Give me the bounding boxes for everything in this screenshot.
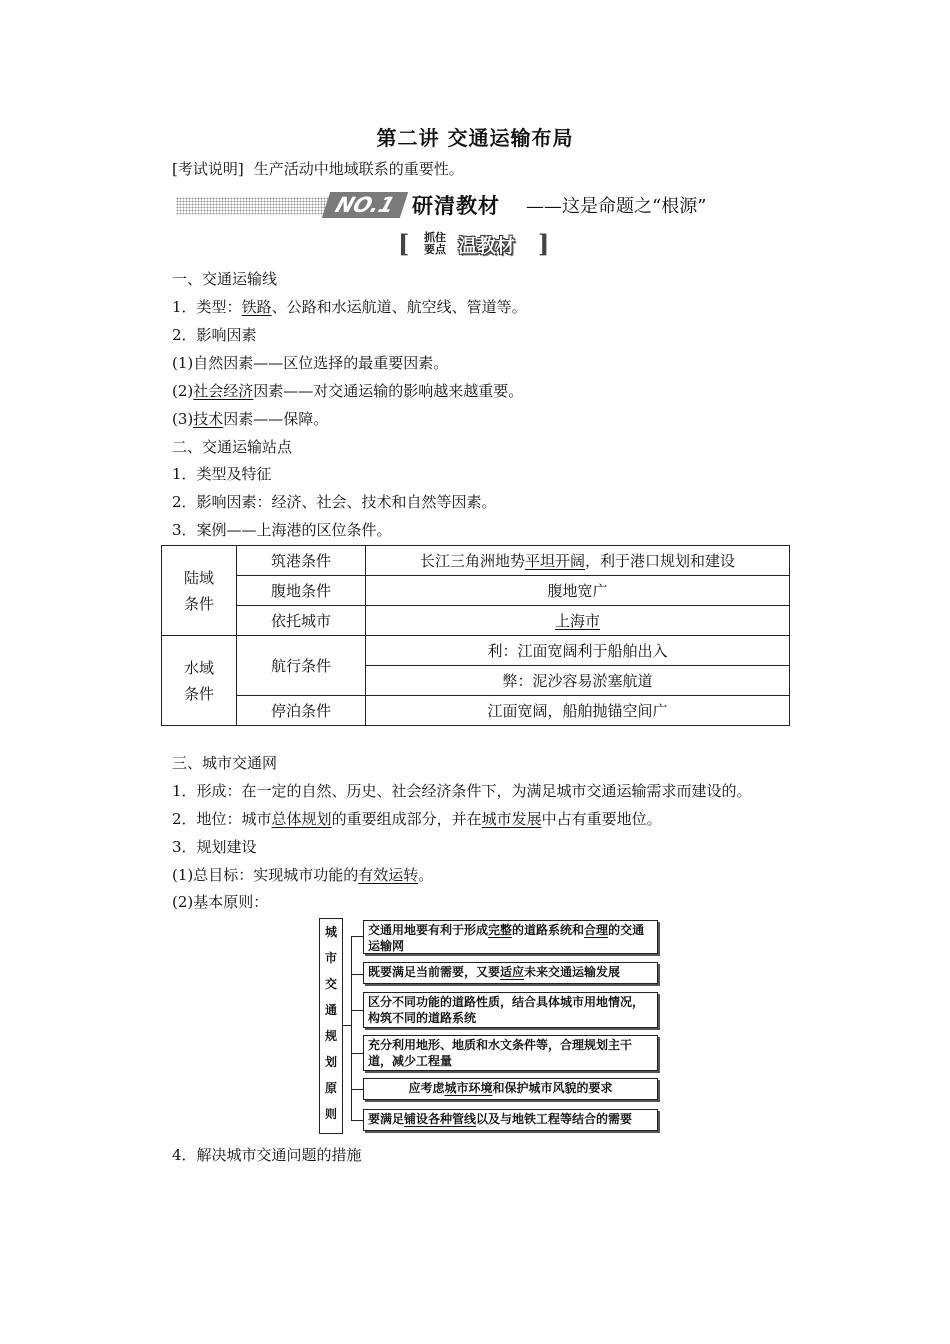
- table-row: [162, 546, 790, 576]
- connector-line: [351, 936, 363, 937]
- section-banner: [176, 192, 786, 222]
- connector-line: [351, 1120, 363, 1121]
- vertical-title-box: [319, 918, 343, 1134]
- section2-line-1: 1．类型及特征: [172, 465, 272, 483]
- section1-factor-heading: 2．影响因素: [172, 326, 257, 344]
- connector-line: [351, 974, 363, 975]
- row-label: 腹地条件: [237, 576, 366, 606]
- text-span: 长江三角洲地势: [419, 552, 525, 570]
- text-span: 以及与地铁工程等结合的需要: [476, 1112, 633, 1126]
- dotted-pattern: [176, 197, 328, 215]
- page-title: 第二讲 交通运输布局: [376, 126, 574, 150]
- underlined-key: 铁路: [241, 298, 272, 316]
- text-span: 。: [418, 866, 434, 884]
- connector-line: [351, 936, 352, 1120]
- planning-principles-diagram: [319, 918, 664, 1136]
- vertical-char: 交: [324, 977, 337, 991]
- text-span: 的交通运输网: [368, 923, 645, 953]
- text-span: 的道路系统和: [512, 923, 585, 937]
- section3-line-1: 1．形成：在一定的自然、历史、社会经济条件下，为满足城市交通运输需求而建设的。: [172, 782, 752, 800]
- text-span: (3): [172, 410, 194, 428]
- vertical-char: 通: [324, 1003, 337, 1017]
- text-span: 要满足: [368, 1112, 405, 1126]
- row-value: [366, 606, 790, 636]
- principle-box-1: [363, 920, 658, 954]
- section-badge: [396, 230, 556, 260]
- badge-small-bottom: 要点: [424, 243, 446, 256]
- row-label: 依托城市: [237, 606, 366, 636]
- row-value: [366, 546, 790, 576]
- text-span: 未来交通运输发展: [524, 965, 621, 979]
- vertical-char: 则: [324, 1107, 337, 1121]
- text-span: ，利于港口规划和建设: [585, 552, 736, 570]
- vertical-char: 城: [324, 925, 337, 939]
- table-row: [162, 576, 790, 606]
- text-span: 因素——对交通运输的影响越来越重要。: [253, 382, 524, 400]
- underlined-key: 完整: [488, 923, 513, 937]
- port-conditions-table: [161, 545, 790, 726]
- text-span: 因素——保障。: [223, 410, 329, 428]
- section1-factor-3: [172, 408, 328, 429]
- table-row: [162, 606, 790, 636]
- underlined-key: 技术: [193, 410, 224, 428]
- row-value: 江面宽阔，船舶抛锚空间广: [366, 696, 790, 726]
- row-label: 航行条件: [237, 636, 366, 696]
- exam-note: [172, 158, 464, 179]
- section1-type: [172, 296, 527, 317]
- underlined-key: 合理: [584, 923, 609, 937]
- text-span: 交通用地要有利于形成: [368, 923, 489, 937]
- section2-line-3: 3．案例——上海港的区位条件。: [172, 521, 392, 539]
- land-group-cell: [162, 546, 237, 636]
- vertical-char: 原: [324, 1081, 337, 1095]
- principle-box-6: [363, 1109, 658, 1131]
- section3-line-4: [172, 864, 433, 885]
- underlined-key: 社会经济: [193, 382, 254, 400]
- badge-small-top: 抓住: [424, 231, 446, 244]
- table-row: [162, 696, 790, 726]
- section3-line-5: (2)基本原则：: [172, 893, 269, 911]
- group-label-line: 水域: [183, 658, 214, 677]
- badge-open-bracket: [: [398, 229, 410, 258]
- underlined-key: 城市发展: [481, 810, 542, 828]
- connector-line: [343, 1025, 351, 1026]
- text-span: 和保护城市风貌的要求: [492, 1081, 613, 1095]
- section1-factor-2: [172, 380, 523, 401]
- exam-note-label: [考试说明]: [172, 160, 244, 178]
- text-span: 既要满足当前需要，又要: [368, 965, 501, 979]
- section1-factor-1: (1)自然因素——区位选择的最重要因素。: [172, 354, 449, 372]
- row-value: 弊：泥沙容易淤塞航道: [366, 666, 790, 696]
- section3-heading: 三、城市交通网: [172, 754, 278, 772]
- row-label: 停泊条件: [237, 696, 366, 726]
- underlined-key: 适应: [500, 965, 525, 979]
- text-span: 应考虑: [408, 1081, 445, 1095]
- principle-box-5: [363, 1078, 658, 1100]
- group-label-line: 陆域: [183, 568, 214, 587]
- row-label: 筑港条件: [237, 546, 366, 576]
- group-label-line: 条件: [183, 684, 214, 703]
- text-span: (1)总目标：实现城市功能的: [172, 866, 359, 884]
- text-span: 2．地位：城市: [172, 810, 272, 828]
- underlined-key: 铺设各种管线: [404, 1112, 477, 1126]
- badge-main: 温教材: [458, 235, 516, 257]
- text-span: 1．类型：: [172, 298, 242, 316]
- table-row: [162, 636, 790, 666]
- vertical-char: 规: [324, 1029, 337, 1043]
- text-span: 的重要组成部分，并在: [331, 810, 482, 828]
- badge-close-bracket: ]: [538, 229, 550, 258]
- connector-line: [351, 1089, 363, 1090]
- banner-number: NO.1: [322, 192, 408, 218]
- row-value: 利：江面宽阔利于船舶出入: [366, 636, 790, 666]
- principle-box-2: [363, 962, 658, 984]
- underlined-key: 有效运转: [358, 866, 419, 884]
- banner-sub: ——这是命题之“根源”: [526, 196, 707, 217]
- text-span: 中占有重要地位。: [541, 810, 662, 828]
- exam-note-text: 生产活动中地域联系的重要性。: [253, 160, 464, 178]
- principle-box-3: 区分不同功能的道路性质，结合具体城市用地情况，构筑不同的道路系统: [363, 992, 658, 1028]
- section1-heading: 一、交通运输线: [172, 270, 278, 288]
- connector-line: [351, 1010, 363, 1011]
- section3-line-3: 3．规划建设: [172, 838, 257, 856]
- section3-line-6: 4．解决城市交通问题的措施: [172, 1146, 362, 1164]
- water-group-cell: [162, 636, 237, 726]
- underlined-key: 上海市: [554, 612, 600, 630]
- vertical-char: 市: [324, 951, 337, 965]
- underlined-key: 平坦开阔: [524, 552, 585, 570]
- section3-line-2: [172, 808, 662, 829]
- group-label-line: 条件: [183, 594, 214, 613]
- section2-line-2: 2．影响因素：经济、社会、技术和自然等因素。: [172, 493, 497, 511]
- section2-heading: 二、交通运输站点: [172, 438, 293, 456]
- vertical-char: 划: [324, 1055, 337, 1069]
- connector-line: [351, 1053, 363, 1054]
- principle-box-4: 充分利用地形、地质和水文条件等，合理规划主干道，减少工程量: [363, 1035, 658, 1071]
- text-span: (2): [172, 382, 194, 400]
- text-span: 、公路和水运航道、航空线、管道等。: [271, 298, 527, 316]
- row-value: 腹地宽广: [366, 576, 790, 606]
- badge-small-text: [416, 232, 454, 256]
- banner-main: 研清教材: [412, 194, 500, 218]
- underlined-key: 总体规划: [271, 810, 332, 828]
- underlined-key: 城市环境: [444, 1081, 493, 1095]
